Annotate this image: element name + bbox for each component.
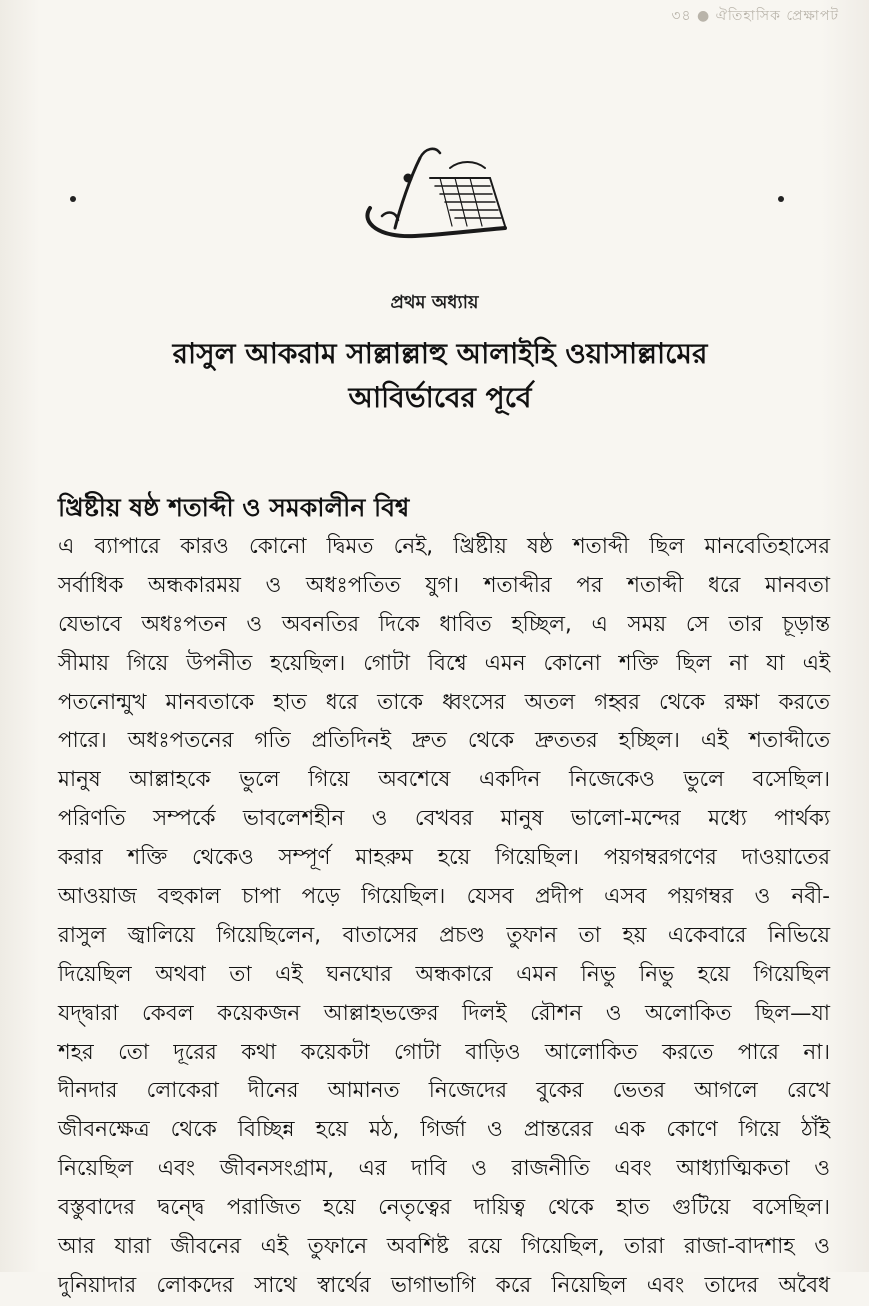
chapter-number: প্রথম অধ্যায় — [390, 292, 479, 313]
body-line: নিয়েছিল এবং জীবনসংগ্রাম, এর দাবি ও রাজনীতি এবং আধ্যাত্মিকতা ও — [58, 1156, 830, 1182]
body-line: এ ব্যাপারে কারও কোনো দ্বিমত নেই, খ্রিষ্টীয় ষষ্ঠ শতাব্দী ছিল মানবেতিহাসের — [58, 534, 830, 559]
body-line: সর্বাধিক অন্ধকারময় ও অধঃপতিত যুগ। শতাব্দীর পর শতাব্দী ধরে মানবতা — [58, 572, 830, 598]
body-line: বস্তুবাদের দ্বন্দ্বে পরাজিত হয়ে নেতৃত্বের দায়িত্ব থেকে হাত গুটিয়ে বসেছিল। — [58, 1195, 830, 1221]
calligraphy-ornament — [340, 138, 520, 248]
body-line: সীমায় গিয়ে উপনীত হয়েছিল। গোটা বিশ্বে এমন কোনো শক্তি ছিল না যা এই — [58, 650, 830, 676]
body-line: দুনিয়াদার লোকদের সাথে স্বার্থের ভাগাভাগি করে নিয়েছিল এবং তাদের অবৈধ — [58, 1272, 830, 1298]
running-head: ৩৪ ● ঐতিহাসিক প্রেক্ষাপট — [671, 8, 839, 24]
chapter-title-line-2: আবির্ভাবের পূর্বে — [348, 381, 532, 414]
chapter-title — [60, 332, 820, 420]
ornament-dot-left — [70, 196, 76, 202]
body-line: দিয়েছিল অথবা তা এই ঘনঘোর অন্ধকারে এমন নিভু নিভু হয়ে গিয়েছিল — [58, 961, 830, 987]
body-paragraph — [58, 528, 830, 1306]
body-line: শহর তো দূরের কথা কয়েকটা গোটা বাড়িও আলোকিত করতে পারে না। — [58, 1039, 830, 1065]
body-line: যেভাবে অধঃপতন ও অবনতির দিকে ধাবিত হচ্ছিল, এ সময় সে তার চূড়ান্ত — [58, 611, 830, 637]
body-line: আওয়াজ বহুকাল চাপা পড়ে গিয়েছিল। যেসব প্রদীপ এসব পয়গম্বর ও নবী- — [58, 884, 830, 910]
chapter-title-line-1: রাসুল আকরাম সাল্লাল্লাহু আলাইহি ওয়াসাল্লামের — [172, 337, 708, 370]
body-line: দীনদার লোকেরা দীনের আমানত নিজেদের বুকের ভেতর আগলে রেখে — [58, 1078, 830, 1104]
ornament-dot-right — [778, 196, 784, 202]
body-line: যদ্দ্বারা কেবল কয়েকজন আল্লাহভক্তের দিলই রৌশন ও অলোকিত ছিল—যা — [58, 1000, 830, 1026]
body-line: পরিণতি সম্পর্কে ভাবলেশহীন ও বেখবর মানুষ ভালো-মন্দের মধ্যে পার্থক্য — [58, 806, 830, 832]
body-line: পারে। অধঃপতনের গতি প্রতিদিনই দ্রুত থেকে দ্রুততর হচ্ছিল। এই শতাব্দীতে — [58, 728, 830, 754]
body-line: জীবনক্ষেত্র থেকে বিচ্ছিন্ন হয়ে মঠ, গির্জা ও প্রান্তরের এক কোণে গিয়ে ঠাঁই — [58, 1117, 830, 1143]
body-line: আর যারা জীবনের এই তুফানে অবশিষ্ট রয়ে গিয়েছিল, তারা রাজা-বাদশাহ ও — [58, 1234, 830, 1260]
body-line: করার শক্তি থেকেও সম্পূর্ণ মাহরুম হয়ে গিয়েছিল। পয়গম্বরগণের দাওয়াতের — [58, 845, 830, 871]
body-line: পতনোন্মুখ মানবতাকে হাত ধরে তাকে ধ্বংসের অতল গহ্বর থেকে রক্ষা করতে — [58, 689, 830, 715]
body-line: মানুষ আল্লাহকে ভুলে গিয়ে অবশেষে একদিন নিজেকেও ভুলে বসেছিল। — [58, 767, 830, 793]
section-heading: খ্রিষ্টীয় ষষ্ঠ শতাব্দী ও সমকালীন বিশ্ব — [58, 493, 410, 522]
body-line: রাসুল জ্বালিয়ে গিয়েছিলেন, বাতাসের প্রচণ্ড তুফান তা হয় একেবারে নিভিয়ে — [58, 922, 830, 948]
